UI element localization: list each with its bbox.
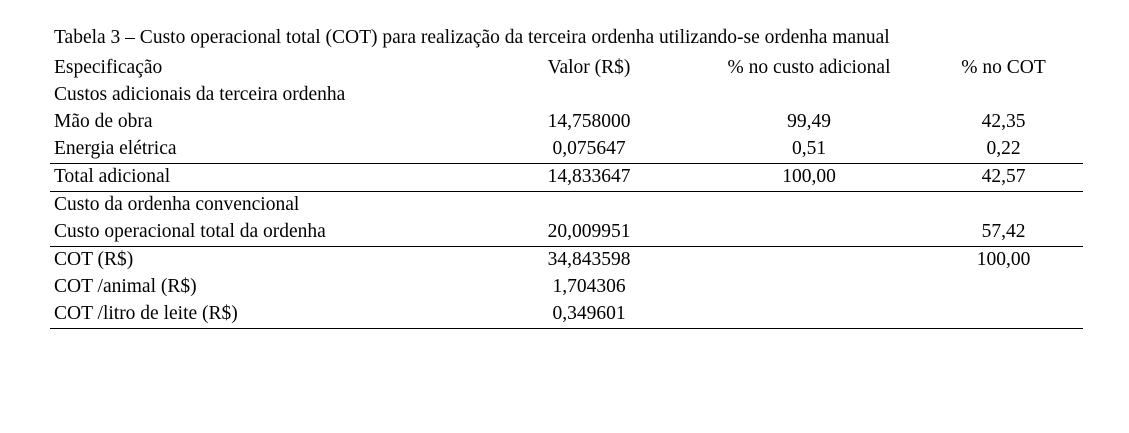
cell-specification: Mão de obra: [54, 111, 153, 133]
cell-specification: Custo operacional total da ordenha: [50, 219, 484, 247]
column-header-specification: Especificação: [54, 57, 163, 79]
table-row: [50, 164, 1083, 192]
table-body: [50, 82, 1083, 329]
cell-valor: [484, 192, 694, 220]
table-caption: Tabela 3 – Custo operacional total (COT) para realização da terceira ordenha utilizando-se ordenha manual: [54, 27, 890, 48]
table-row: [50, 301, 1083, 329]
cell-percent-adicional: 99,49: [787, 111, 831, 133]
table-row: [50, 247, 1083, 275]
cell-valor: 0,349601: [484, 301, 694, 329]
table-row: [50, 219, 1083, 247]
cell-valor: 20,009951: [484, 219, 694, 247]
table-row: [50, 136, 1083, 164]
cell-percent-adicional: 0,51: [694, 136, 924, 164]
column-header-percent-cot: % no COT: [961, 57, 1046, 79]
cell-valor: [484, 82, 694, 109]
cell-specification: COT /animal (R$): [54, 276, 197, 298]
cell-valor: 34,843598: [547, 249, 631, 271]
cell-percent-cot: 42,35: [981, 111, 1026, 133]
cell-percent-adicional: [694, 301, 924, 329]
table-row: [50, 274, 1083, 301]
cell-percent-cot: 0,22: [924, 136, 1083, 164]
cell-specification: Total adicional: [50, 164, 484, 192]
table-header: [50, 55, 1083, 82]
cell-specification: Custos adicionais da terceira ordenha: [54, 84, 346, 106]
cell-valor: 14,758000: [547, 111, 631, 133]
table-row: [50, 82, 1083, 109]
cell-percent-cot: [924, 82, 1083, 109]
cell-percent-cot: 100,00: [976, 249, 1031, 271]
cell-percent-cot: 57,42: [924, 219, 1083, 247]
table-row: [50, 192, 1083, 220]
cell-specification: COT /litro de leite (R$): [50, 301, 484, 329]
column-header-valor: Valor (R$): [547, 57, 631, 79]
cell-percent-adicional: [694, 274, 924, 301]
cell-percent-cot: [924, 192, 1083, 220]
cell-percent-adicional: [694, 192, 924, 220]
cell-percent-cot: [924, 274, 1083, 301]
cell-percent-cot: [924, 301, 1083, 329]
cell-specification: Custo da ordenha convencional: [54, 194, 300, 216]
cell-valor: 1,704306: [552, 276, 626, 298]
cot-table: [50, 55, 1083, 329]
cell-specification: Energia elétrica: [50, 136, 484, 164]
table-header-row: [50, 55, 1083, 82]
table-row: [50, 109, 1083, 136]
cell-valor: 0,075647: [484, 136, 694, 164]
cell-percent-adicional: [694, 82, 924, 109]
cell-percent-adicional: [694, 219, 924, 247]
cell-percent-adicional: [694, 247, 924, 275]
column-header-percent-custo-adicional: % no custo adicional: [727, 57, 891, 79]
cell-percent-cot: 42,57: [924, 164, 1083, 192]
cell-valor: 14,833647: [484, 164, 694, 192]
cell-specification: COT (R$): [54, 249, 134, 271]
cell-percent-adicional: 100,00: [694, 164, 924, 192]
